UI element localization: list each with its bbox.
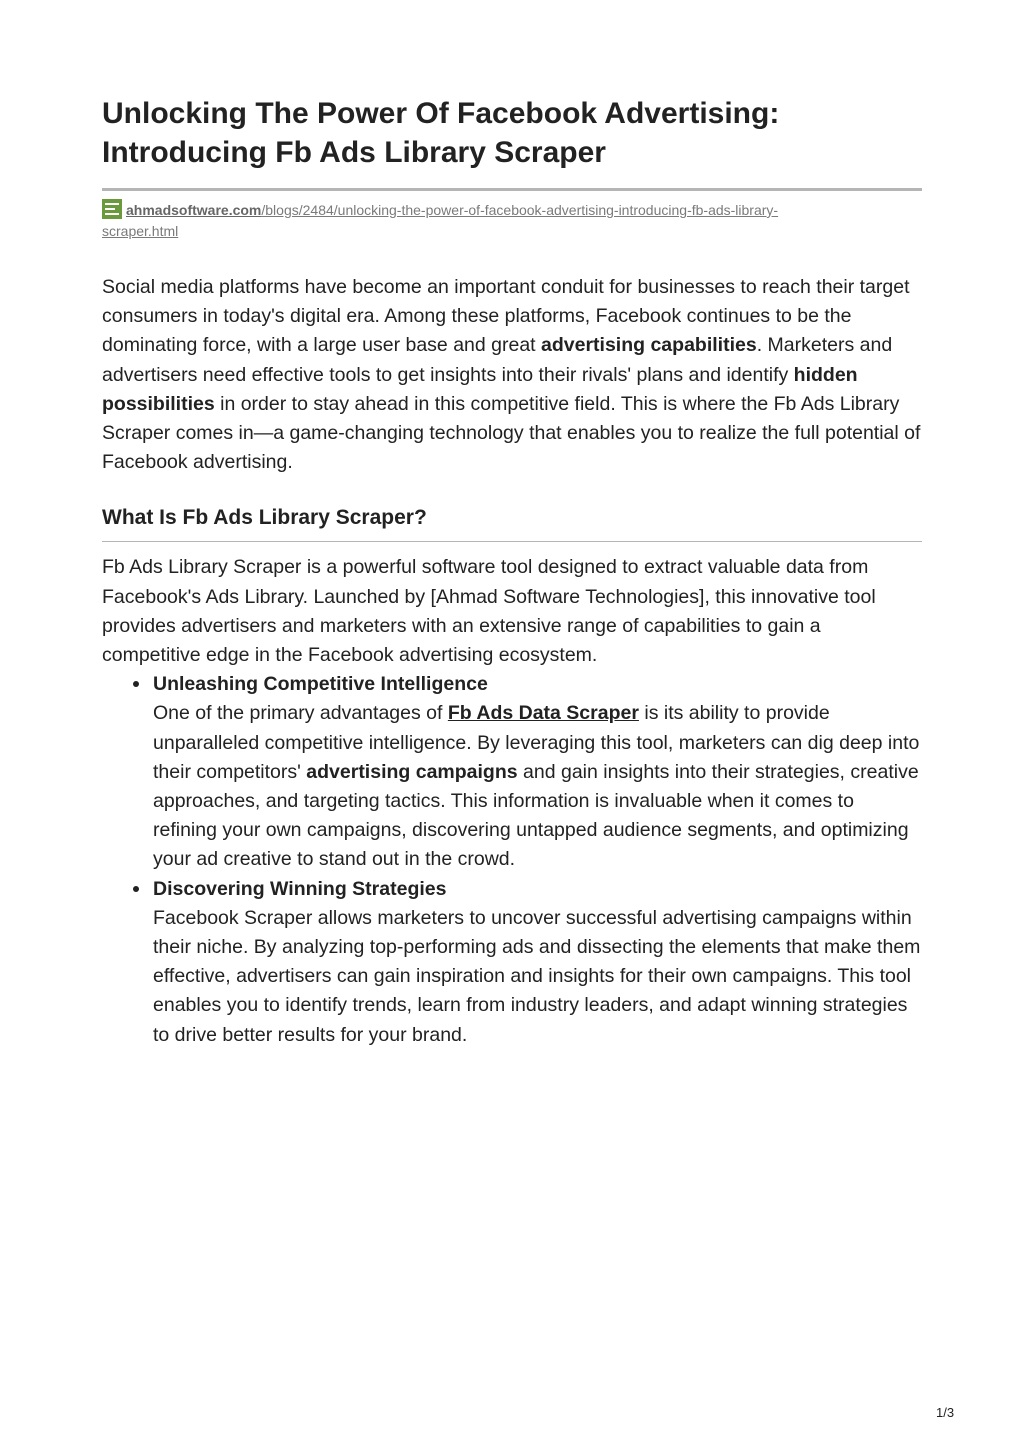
feature-bold: advertising campaigns: [306, 760, 518, 783]
list-item: [153, 670, 922, 874]
site-favicon-icon: [102, 199, 122, 219]
intro-text-1: Social media platforms have become an important conduit for businesses to reach their target consumers in today's digital era. Among these platforms, Facebook continues to be the dominating force, with a large user base and great: [102, 276, 910, 357]
intro-bold-1: advertising capabilities: [541, 334, 757, 357]
feature-list: [102, 670, 922, 1050]
intro-text-2: . Marketers and advertisers need effective tools to get insights into their rivals' plans and identify: [102, 334, 893, 386]
fb-ads-data-scraper-link[interactable]: Fb Ads Data Scraper: [447, 702, 639, 725]
feature-text-2: is its ability to provide unparalleled competitive intelligence. By leveraging this tool, marketers can dig deep into their competitors': [153, 702, 920, 783]
feature-paragraph: Facebook Scraper allows marketers to uncover successful advertising campaigns within their niche. By analyzing top-performing ads and dissecting the elements that make them effective, advertisers can gain inspiration and insights for their own campaigns. This tool enables you to identify trends, learn from industry leaders, and adapt winning strategies to drive better results for your brand.: [153, 906, 921, 1046]
intro-bold-2: hidden possibilities: [102, 363, 858, 415]
intro-text-3: in order to stay ahead in this competitive field. This is where the Fb Ads Library Scraper comes in—a game-changing technology that enables you to realize the full potential of Facebook advertising.: [102, 392, 921, 474]
title-line-2: Introducing Fb Ads Library Scraper: [102, 136, 606, 169]
bullet-icon: [133, 681, 139, 687]
feature-text-3: and gain insights into their strategies, creative approaches, and targeting tactics. This information is invaluable when it comes to refining your own campaigns, discovering untapped audience segments, and optimizing your ad creative to stand out in the crowd.: [153, 760, 919, 871]
source-url[interactable]: [102, 199, 922, 242]
intro-paragraph: [102, 273, 922, 477]
article-page: [102, 94, 922, 1050]
source-domain-link[interactable]: ahmadsoftware.com: [126, 202, 262, 218]
list-item: [153, 875, 922, 1050]
source-path-link-continued[interactable]: scraper.html: [102, 223, 179, 239]
section-paragraph: Fb Ads Library Scraper is a powerful software tool designed to extract valuable data from Facebook's Ads Library. Launched by [Ahmad Software Technologies], this innovative tool provides advertisers and marketers with an extensive range of capabilities to gain a competitive edge in the Facebook advertising ecosystem.: [102, 556, 876, 667]
title-line-1: Unlocking The Power Of Facebook Advertising:: [102, 97, 780, 130]
title-divider: [102, 188, 922, 191]
feature-title: Discovering Winning Strategies: [153, 877, 447, 900]
feature-title: Unleashing Competitive Intelligence: [153, 673, 488, 696]
section-divider: [102, 541, 922, 542]
feature-paragraph: [153, 699, 922, 874]
bullet-icon: [133, 886, 139, 892]
section-heading: What Is Fb Ads Library Scraper?: [102, 506, 427, 530]
page-title: [102, 94, 922, 172]
page-number: 1/3: [936, 1405, 955, 1420]
source-path-link[interactable]: /blogs/2484/unlocking-the-power-of-facebook-advertising-introducing-fb-ads-library-: [261, 202, 779, 218]
feature-text-1: One of the primary advantages of: [153, 702, 448, 725]
